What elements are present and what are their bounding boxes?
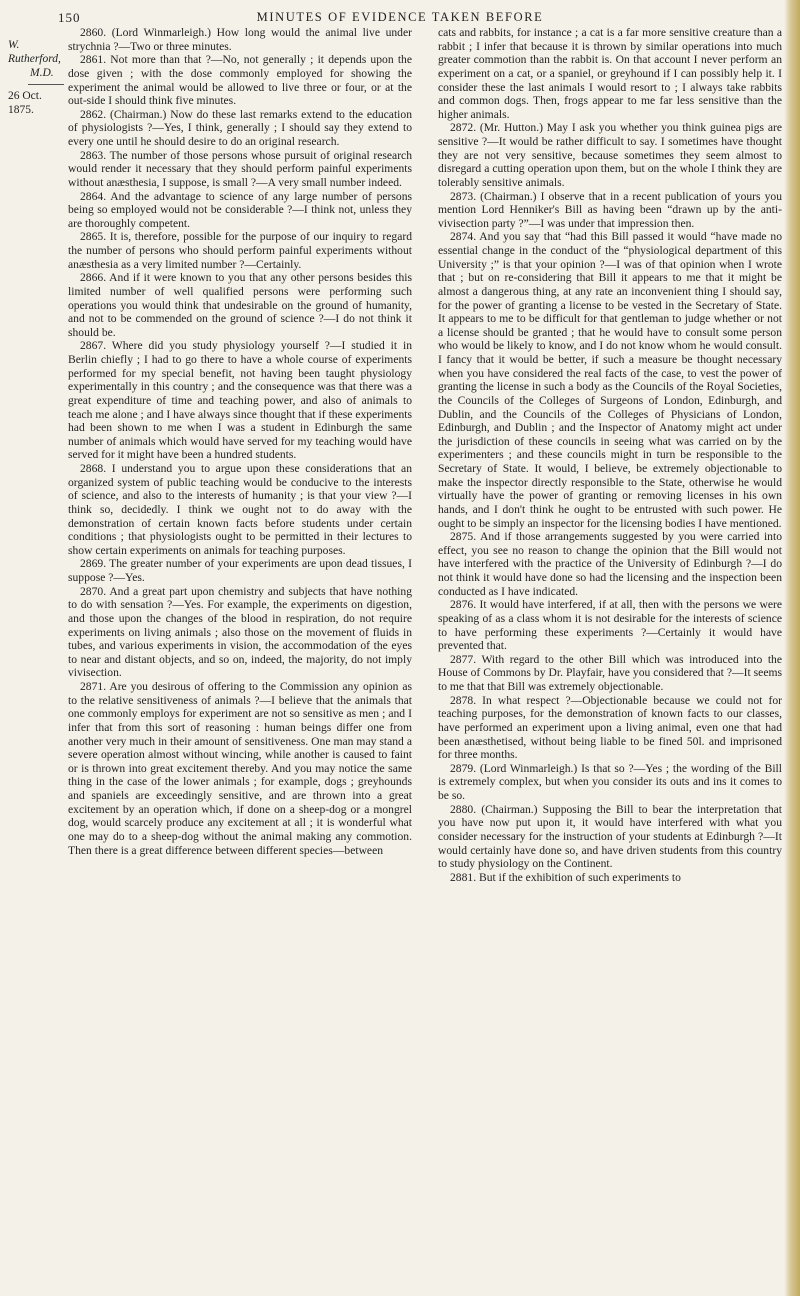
question-2870: 2870. And a great part upon chemistry and subjects that have nothing to do with sensation ?—Yes. For example, the experiments on digestion, and those upon the changes of the blood in respiration, do not require experiments on living animals ; also those on the movement of fluids in tubes, and various experiments in vision, the accommodation of the eyes to near and distant objects, and so on, indeed, the majority, do not imply vivisection. bbox=[68, 584, 412, 680]
question-2876: 2876. It would have interfered, if at all, then with the persons we were speaking of as a class whom it is not desirable for the interests of science to have performing these experiments ?—Certainly it would have prevented that. bbox=[438, 598, 782, 653]
left-column bbox=[68, 26, 412, 857]
question-2860: 2860. (Lord Winmarleigh.) How long would the animal live under strychnia ?—Two or three minutes. bbox=[68, 26, 412, 53]
question-2875: 2875. And if those arrangements suggested by you were carried into effect, you see no reason to change the opinion that the Bill would not have interfered with the practice of the University of Edinburgh ?—I do not think it would have done so had the licensing and the inspection been conducted as I have indicated. bbox=[438, 530, 782, 598]
question-2878: 2878. In what respect ?—Objectionable because we could not for teaching purposes, for the demonstration of known facts to our classes, have performed an experiment upon a living animal, even one that had been anæsthetised, without being liable to be fined 50l. and imprisoned for three months. bbox=[438, 693, 782, 762]
question-2877: 2877. With regard to the other Bill which was introduced into the House of Commons by Dr. Playfair, have you considered that ?—It seems to me that that Bill was extremely objectionable. bbox=[438, 652, 782, 693]
question-2871: 2871. Are you desirous of offering to the Commission any opinion as to the relative sensitiveness of animals ?—I believe that the animals that one commonly employs for experiment are not so sensitive as men ; and I infer that from this sort of reasoning : human beings differ one from another very much in their amount of sensitiveness. One man may stand a severe operation almost without wincing, while another is caused to faint or is thrown into great excitement thereby. And you may notice the same thing in the case of the lower animals ; for example, dogs ; greyhounds and spaniels are exceedingly sensitive, and are thrown into a great excitement by an operation which, if done on a sheep-dog or a mongrel dog, would scarcely produce any excitement at all ; it is wonderful what one may do to a sheep-dog without the animal making any commotion. Then there is a great difference between different species—between bbox=[68, 680, 412, 857]
question-2866: 2866. And if it were known to you that any other persons besides this limited number of well qualified persons were performing such operations you would think that undesirable on the ground of humanity, and not to be commended on the ground of science ?—I do not think it should be. bbox=[68, 271, 412, 339]
right-column bbox=[438, 26, 782, 884]
page-binding-edge bbox=[784, 0, 800, 1296]
question-2869: 2869. The greater number of your experiments are upon dead tissues, I suppose ?—Yes. bbox=[68, 557, 412, 584]
question-2865: 2865. It is, therefore, possible for the purpose of our inquiry to regard the number of persons who should perform painful experiments without anæsthesia as a very limited number ?—Certainly. bbox=[68, 230, 412, 271]
question-2871-continued: cats and rabbits, for instance ; a cat is a far more sensitive creature than a rabbit ; I infer that because it is thrown by similar operations into much greater commotion than the rabbit is. On that account I never perform an experiment on a cat, or a spaniel, or greyhound if I can possibly help it. I consider these the last animals I would resort to ; I always take rabbits and common dogs. Then, frogs appear to me far less sensitive than the higher animals. bbox=[438, 26, 782, 121]
running-head: MINUTES OF EVIDENCE TAKEN BEFORE bbox=[256, 10, 544, 24]
question-2867: 2867. Where did you study physiology yourself ?—I studied it in Berlin chiefly ; I had to go there to have a whole course of experiments performed for my special benefit, not having been taught physiology experimentally in this country ; and the consequence was that there was a great expenditure of time and teaching power, and also of animals to teach me alone ; and I have always since thought that if these experiments had been shown to me when I was a student in Edinburgh the same number of animals which would have served for my teaching would have served for it might have been a hundred students. bbox=[68, 339, 412, 462]
witness-name: W. Rutherford, bbox=[8, 39, 61, 65]
page-number: 150 bbox=[58, 10, 81, 25]
evidence-date: 26 Oct. 1875. bbox=[8, 90, 42, 116]
question-2881: 2881. But if the exhibition of such experiments to bbox=[450, 870, 681, 884]
question-2861: 2861. Not more than that ?—No, not generally ; it depends upon the dose given ; with the dose commonly employed for showing the experiment the animal would be allowed to live three or four, or at the out-side I should think five minutes. bbox=[68, 53, 412, 108]
question-2874: 2874. And you say that “had this Bill passed it would “have made no essential change in the conduct of the “physiological department of this University ;” is that your opinion ?—I was of that opinion when I wrote that ; but on re-considering that Bill it appears to me that it might be almost a dangerous thing, at any rate an inconvenient thing I should say, for the power of granting a license to be vested in the Secretary of State. It appears to me to be difficult for that gentleman to judge whether or not a license should be granted ; that he would have to consult some person who would be likely to know, and I do not know whom he would consult. I fancy that it would be better, if such a measure be thought necessary when you have considered the real facts of the case, to vest the power of granting the license in such a body as the Councils of the Royal Societies, the Councils of the Colleges of Surgeons of London, Edinburgh, and Dublin, and the Councils of the Colleges of Physicians of London, Edinburgh, and Dublin ; and the Inspector of Anatomy might act under the jurisdiction of these councils in seeing what was carried on by the experimenters ; and these councils might in turn be responsible to the Secretary of State. It would, I believe, be extremely objectionable to make the inspector directly responsible to the State, otherwise he would virtually have the power of granting or removing licenses in his own hands, and I don't think he ought to be entrusted with such power. He ought to be simply an inspector for the licensing bodies I have mentioned. bbox=[438, 230, 782, 530]
question-2868: 2868. I understand you to argue upon these considerations that an organized system of public teaching would be conducive to the interests of science, and also to the interests of humanity ; is that your view ?—I think so, decidedly. I think we ought not to do away with the demonstration of certain known facts before students under certain conditions ; that physiologists ought to be permitted in their lectures to show certain experiments on animals for teaching purposes. bbox=[68, 462, 412, 557]
question-2862: 2862. (Chairman.) Now do these last remarks extend to the education of physiologists ?—Yes, I think, generally ; I should say they extend to every one until he should desire to do an original research. bbox=[68, 107, 412, 148]
question-2879: 2879. (Lord Winmarleigh.) Is that so ?—Yes ; the wording of the Bill is extremely complex, but when you consider its outs and ins it comes to be so. bbox=[438, 761, 782, 802]
question-2864: 2864. And the advantage to science of any large number of persons being so employed would not be considerable ?—I think not, unless they are thoroughly competent. bbox=[68, 189, 412, 230]
margin-note bbox=[8, 38, 70, 117]
question-2880: 2880. (Chairman.) Supposing the Bill to bear the interpretation that you have now put upon it, it would have interfered with what you consider necessary for the instruction of your students at Edinburgh ?—It would certainly have done so, and have driven students from this country to study physiology on the Continent. bbox=[438, 802, 782, 871]
margin-rule bbox=[28, 84, 64, 85]
question-2873: 2873. (Chairman.) I observe that in a recent publication of yours you mention Lord Henniker's Bill as having been “drawn up by the anti-vivisection party ?”—I was under that impression then. bbox=[438, 189, 782, 230]
question-2863: 2863. The number of those persons whose pursuit of original research would render it necessary that they should perform painful experiments without anæsthesia, I suppose, is small ?—A very small number indeed. bbox=[68, 148, 412, 189]
question-2872: 2872. (Mr. Hutton.) May I ask you whether you think guinea pigs are sensitive ?—It would be rather difficult to say. I sometimes have thought they are not very sensitive, because sometimes they seem almost to disregard a cutting operation upon them, but on the whole I think they are tolerably sensitive animals. bbox=[438, 121, 782, 189]
witness-degree: M.D. bbox=[30, 67, 54, 79]
